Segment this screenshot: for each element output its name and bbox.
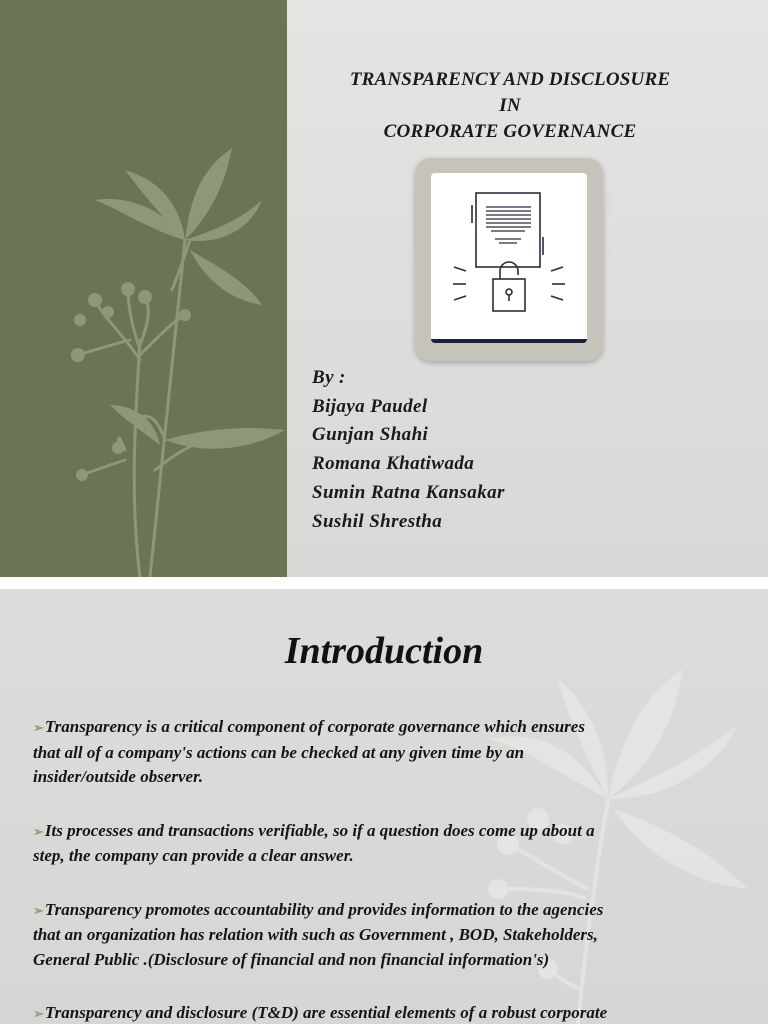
bullet-text-line: insider/outside observer. [33,767,204,786]
author-name: Romana Khatiwada [312,453,475,475]
author-name: Sumin Ratna Kansakar [312,481,505,503]
bullet-text-line: Transparency promotes accountability and provides information to the agencies [44,899,604,919]
decorative-panel [0,0,287,577]
icon-card [415,158,603,361]
arrow-bullet-icon: ➢ [33,823,44,839]
slide-title [290,67,730,145]
document-unlock-icon [431,173,587,343]
arrow-bullet-icon: ➢ [33,902,44,918]
title-line: IN [499,95,521,116]
author-name: Sushil Shrestha [312,510,443,532]
arrow-bullet-icon: ➢ [33,1006,44,1021]
slide-heading: Introduction [284,630,484,672]
by-label: By : [312,367,346,388]
title-line: TRANSPARENCY AND DISCLOSURE [349,69,671,90]
bullet-text-line: that all of a company's actions can be checked at any given time by an [33,742,525,762]
bullet-text-line: Transparency is a critical component of corporate governance which ensures [44,717,585,736]
bullet-item [33,1001,733,1024]
author-list [312,364,505,536]
bullet-text-line: Transparency and disclosure (T&D) are essential elements of a robust corporate [44,1003,608,1022]
bullet-item [33,898,733,973]
introduction-slide [0,577,768,1024]
bullet-item [33,819,733,869]
bullet-text-line: that an organization has relation with such as Government , BOD, Stakeholders, [33,925,598,944]
title-line: CORPORATE GOVERNANCE [383,121,637,142]
bullet-list [33,715,733,1024]
author-name: Gunjan Shahi [312,424,429,446]
plant-illustration [0,0,287,577]
bullet-text-line: Its processes and transactions verifiable, so if a question does come up about a [44,820,595,840]
bullet-text-line: General Public .(Disclosure of financial and non financial information's) [33,949,550,969]
bullet-item [33,715,733,790]
bullet-text-line: step, the company can provide a clear answer. [33,846,354,865]
arrow-bullet-icon: ➢ [33,720,44,735]
author-name: Bijaya Paudel [312,395,428,417]
